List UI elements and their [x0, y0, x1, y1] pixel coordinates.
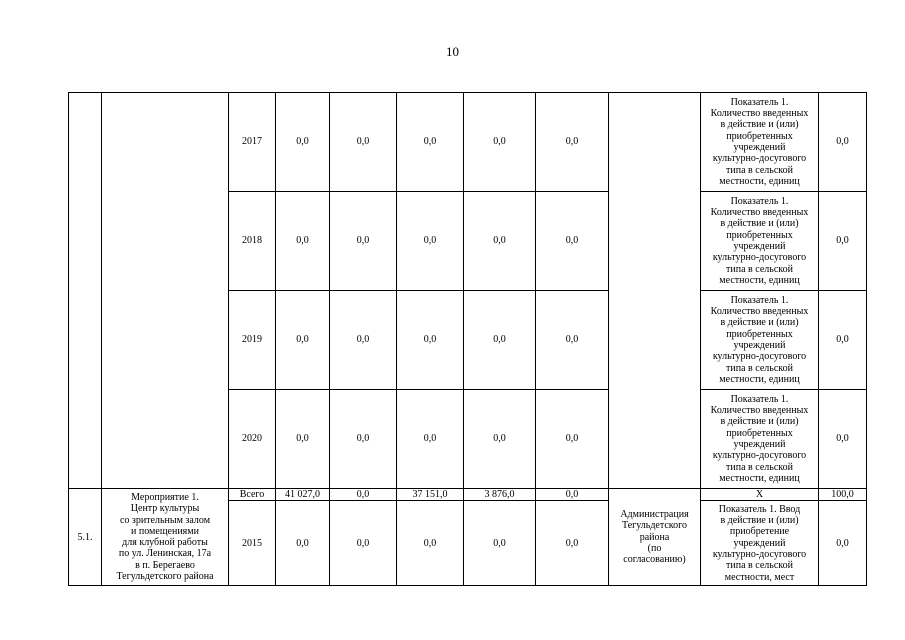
value-cell: 0,0: [536, 501, 609, 586]
page-number: 10: [446, 44, 459, 59]
table-row: [69, 489, 867, 501]
value-cell: 0,0: [397, 501, 464, 586]
indicator-value-cell: 0,0: [819, 93, 867, 192]
value-cell: 0,0: [464, 501, 536, 586]
value-cell: 0,0: [464, 192, 536, 291]
value-cell: 0,0: [464, 291, 536, 390]
value-cell: 0,0: [536, 489, 609, 501]
value-cell: 0,0: [464, 93, 536, 192]
year-cell: 2017: [229, 93, 276, 192]
indicator-value-cell: 0,0: [819, 291, 867, 390]
value-cell: 0,0: [330, 501, 397, 586]
value-cell: 0,0: [536, 390, 609, 489]
value-cell: 0,0: [536, 93, 609, 192]
value-cell: 0,0: [536, 192, 609, 291]
value-cell: 0,0: [397, 291, 464, 390]
measure-cell: [102, 93, 229, 489]
measure-title: Мероприятие 1. Центр культуры со зрительным залом и помещениями для клубной работы по ул. Ленинская, 17а в п. Берегаево Тегульдетского района: [102, 489, 229, 586]
value-cell: 0,0: [330, 192, 397, 291]
value-cell: 0,0: [536, 291, 609, 390]
value-cell: 0,0: [330, 489, 397, 501]
value-cell: 0,0: [330, 291, 397, 390]
year-cell: 2015: [229, 501, 276, 586]
indicator-cell: Показатель 1. Количество введенных в действие и (или) приобретенных учреждений культурно-досугового типа в сельской местности, единиц: [701, 192, 819, 291]
indicator-value-cell: 0,0: [819, 192, 867, 291]
value-cell: 0,0: [276, 192, 330, 291]
value-cell: 0,0: [330, 93, 397, 192]
value-cell: 0,0: [330, 390, 397, 489]
year-cell: 2019: [229, 291, 276, 390]
value-cell: 0,0: [276, 93, 330, 192]
value-cell: 3 876,0: [464, 489, 536, 501]
value-cell: 0,0: [276, 390, 330, 489]
responsible-cell: [609, 93, 701, 489]
responsible-cell: Администрация Тегульдетского района (по согласованию): [609, 489, 701, 586]
indicator-value-cell: 0,0: [819, 390, 867, 489]
value-cell: 0,0: [276, 291, 330, 390]
value-cell: 0,0: [464, 390, 536, 489]
indicator-cell: Показатель 1. Количество введенных в действие и (или) приобретенных учреждений культурно-досугового типа в сельской местности, единиц: [701, 93, 819, 192]
measure-number: 5.1.: [69, 489, 102, 586]
year-cell: Всего: [229, 489, 276, 501]
indicator-cell: Показатель 1. Ввод в действие и (или) приобретение учреждений культурно-досугового типа в сельской местности, мест: [701, 501, 819, 586]
value-cell: 0,0: [397, 93, 464, 192]
indicator-value-cell: 0,0: [819, 501, 867, 586]
indicator-cell: Показатель 1. Количество введенных в действие и (или) приобретенных учреждений культурно-досугового типа в сельской местности, единиц: [701, 390, 819, 489]
value-cell: 0,0: [397, 192, 464, 291]
value-cell: 37 151,0: [397, 489, 464, 501]
value-cell: 0,0: [397, 390, 464, 489]
program-table: [68, 92, 867, 586]
year-cell: 2020: [229, 390, 276, 489]
number-cell: [69, 93, 102, 489]
value-cell: 41 027,0: [276, 489, 330, 501]
indicator-cell: Показатель 1. Количество введенных в действие и (или) приобретенных учреждений культурно-досугового типа в сельской местности, единиц: [701, 291, 819, 390]
value-cell: 0,0: [276, 501, 330, 586]
year-cell: 2018: [229, 192, 276, 291]
indicator-value-cell: 100,0: [819, 489, 867, 501]
table-row: [69, 93, 867, 192]
indicator-cell: Х: [701, 489, 819, 501]
